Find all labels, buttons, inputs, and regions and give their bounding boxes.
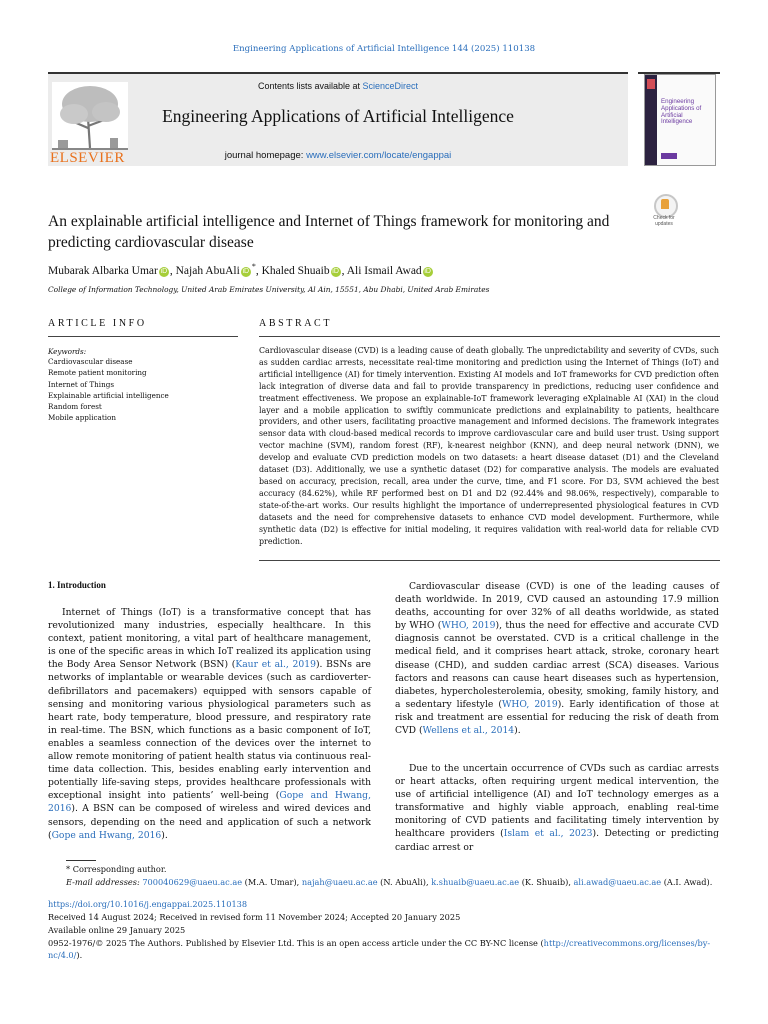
abstract-text: Cardiovascular disease (CVD) is a leading cause of death globally. The unpredictability and severity of CVDs, such as sudden cardiac arrests, necessitate real-time monitoring and prediction using the Internet of Things (IoT) and artificial intelligence (AI) for timely intervention. Existing AI models and IoT frameworks for CVD prediction often lack integration of diverse data and fail to provide transparency in predictions, reducing user confidence and treatment effectiveness. We propose an explainable-IoT framework leveraging eXplainable AI (XAI) in the cloud layer and a mobile application to swiftly communicate predictions and explainability to patients, healthcare providers, and other users, facilitating proactive management and informed decisions. The framework integrates sensor data with cloud-based medical records to improve cardiovascular care and build user trust. Using support vector machine (SVM), random forest (RF), k-nearest neighbor (KNN), and deep neural network (DNN), we develop and evaluate CVD prediction models on two datasets: a heart disease dataset (D1) and the Cleveland dataset (D3). Additionally, we use a synthetic dataset (D2) for comparative analysis. The models are evaluated based on accuracy, precision, recall, area under the curve, time, and F1 score. For D3, SVM achieved the best accuracy (84.62%), while RF performed best on D1 and D2 (92.44% and 98.06%, respectively), comparable to state-of-the-art works. Our results highlight the importance of underrepresented physiological features in CVD datasets and the need for comprehensive datasets to enhance CVD model development. Furthermore, while synthetic data (D2) is effective for initial modeling, it requires validation with real-world data for reliable CVD prediction. (259, 346, 719, 546)
affiliation: College of Information Technology, United Arab Emirates University, Al Ain, 15551, Abu Dhabi, United Arab Emirates (48, 285, 490, 294)
article-info-heading: ARTICLE INFO (48, 318, 147, 329)
check-updates-label: Check for updates (653, 215, 675, 227)
journal-cover[interactable] (638, 72, 720, 166)
intro-paragraph-2 (395, 580, 719, 737)
email-label: E-mail addresses: (66, 877, 140, 887)
intro-paragraph-3 (395, 762, 719, 854)
intro-paragraph-1 (48, 606, 371, 842)
email-link[interactable]: 700040629@uaeu.ac.ae (142, 877, 243, 887)
orcid-icon[interactable]: iD (424, 267, 431, 275)
homepage-prefix: journal homepage: (224, 150, 307, 161)
keyword-item: Mobile application (48, 413, 116, 423)
author-name[interactable]: Najah AbuAli (175, 264, 240, 277)
author-list (48, 262, 434, 277)
orcid-icon[interactable]: iD (242, 267, 250, 275)
author-separator: , (169, 264, 176, 277)
abstract-rule (259, 336, 720, 337)
cover-image (644, 74, 716, 166)
corresponding-author-note: * Corresponding author. (66, 864, 167, 874)
homepage-line (48, 150, 628, 161)
available-online-date: Available online 29 January 2025 (48, 925, 186, 935)
doi-link[interactable]: https://doi.org/10.1016/j.engappai.2025.110138 (48, 899, 248, 909)
contents-prefix: Contents lists available at (257, 81, 363, 91)
keyword-item: Random forest (48, 402, 102, 412)
citation-link[interactable]: Kaur et al., 2019 (235, 659, 316, 671)
paragraph-text: ). A BSN can be composed of wireless and wired devices and sensors, depending on the need and application of such a network ( (48, 803, 371, 841)
paragraph-text: Internet of Things (IoT) is a transformative concept that has revolutionized many industries, especially healthcare. In this context, patient monitoring, a vital part of healthcare management, is one of the specific areas in which IoT realized its application using the Body Area Sensor Network (BSN) ( (48, 607, 371, 671)
received-dates: Received 14 August 2024; Received in revised form 11 November 2024; Accepted 20 January 2025 (48, 912, 461, 922)
abstract-bottom-rule (259, 560, 720, 561)
homepage-link[interactable]: www.elsevier.com/locate/engappai (306, 150, 452, 161)
keywords-label: Keywords: (48, 347, 87, 356)
paragraph-text: ). BSNs are networks of implantable or wearable devices (such as cardioverter-defibrillators and pacemakers) equipped with sensors capable of sensing and monitoring various physiological parameters such as heart rate, body temperature, blood pressure, and respiratory rate in real-time. The BSN, which functions as a basic component of IoT, enables a seamless connection of the devices over the internet to allow remote monitoring of patient health status via continuous real-time data collection. This, besides enabling early intervention and potentially life-saving steps, provides healthcare professionals with exceptional insight into patients’ well-being ( (48, 659, 371, 802)
citation-link[interactable]: Gope and Hwang, 2016 (48, 790, 371, 815)
license-prefix: 0952-1976/© 2025 The Authors. Published by Elsevier Ltd. This is an open access article under the CC BY-NC license ( (48, 938, 544, 948)
author-separator: , (255, 264, 262, 277)
corresponding-mark: * (251, 262, 256, 271)
email-link[interactable]: ali.awad@uaeu.ac.ae (573, 877, 662, 887)
journal-title: Engineering Applications of Artificial Intelligence (162, 106, 514, 126)
paragraph-text: Cardiovascular disease (CVD) is one of the leading causes of death worldwide. In 2019, CVD caused an astounding 17.9 million deaths, accounting for over 32% of all deaths worldwide, as stated by WHO ( (395, 581, 719, 632)
email-owner: (A.I. Awad). (661, 877, 713, 887)
paragraph-text: ). (161, 829, 168, 841)
license-link[interactable]: http://creativecommons.org/licenses/by-nc/4.0/ (48, 938, 711, 960)
paragraph-text: ). (514, 725, 521, 737)
article-info-rule (48, 336, 238, 337)
orcid-icon[interactable]: iD (160, 267, 168, 275)
keyword-item: Cardiovascular disease (48, 357, 133, 366)
footnote-rule (66, 860, 96, 861)
publisher-wordmark: ELSEVIER (50, 150, 125, 166)
keyword-item: Internet of Things (48, 379, 115, 389)
paragraph-text: ). Detecting or predicting cardiac arrest or (395, 828, 719, 853)
cover-title: Engineering Applications of Artificial Intelligence (661, 98, 702, 126)
keyword-item: Explainable artificial intelligence (48, 390, 169, 400)
license-suffix: ). (76, 950, 83, 960)
section-heading-introduction: 1. Introduction (48, 580, 106, 590)
sciencedirect-link[interactable]: ScienceDirect (362, 81, 419, 91)
paragraph-text: ). Early identification of those at risk and treatment are essential for reducing the risk of death from CVD ( (395, 698, 720, 737)
author-name[interactable]: Mubarak Albarka Umar (48, 264, 158, 277)
orcid-icon[interactable]: iD (332, 267, 339, 275)
license-statement (48, 937, 720, 961)
cover-spine (645, 75, 657, 165)
email-addresses (66, 877, 712, 887)
cover-badge (661, 153, 677, 159)
keyword-list (48, 356, 169, 424)
email-owner: (N. AbuAli), (377, 877, 432, 887)
email-owner: (M.A. Umar), (242, 877, 302, 887)
abstract-heading: ABSTRACT (259, 318, 333, 329)
check-for-updates-button[interactable] (648, 194, 680, 230)
author-name[interactable]: Ali Ismail Awad (346, 264, 422, 277)
cover-logo-icon (647, 79, 655, 89)
contents-line (48, 81, 628, 91)
email-link[interactable]: najah@uaeu.ac.ae (301, 877, 378, 887)
author-name[interactable]: Khaled Shuaib (261, 264, 330, 277)
citation-link[interactable]: WHO, 2019 (501, 698, 558, 710)
email-link[interactable]: k.shuaib@uaeu.ac.ae (431, 877, 520, 887)
citation-link[interactable]: WHO, 2019 (441, 620, 496, 632)
citation-link[interactable]: Islam et al., 2023 (503, 828, 593, 840)
author-separator: , (341, 264, 347, 277)
citation-link[interactable]: Gope and Hwang, 2016 (51, 829, 162, 841)
email-owner: (K. Shuaib), (519, 877, 574, 887)
paper-title: An explainable artificial intelligence and Internet of Things framework for monitoring and predicting cardiovascular disease (48, 213, 610, 251)
journal-reference[interactable]: Engineering Applications of Artificial Intelligence 144 (2025) 110138 (232, 44, 536, 54)
email-list (142, 877, 712, 887)
keyword-item: Remote patient monitoring (48, 368, 147, 378)
paragraph-text: Due to the uncertain occurrence of CVDs such as cardiac arrests or heart attacks, often requiring urgent medical intervention, the use of artificial intelligence (AI) and IoT technology emerges as a transformative and highly viable approach, enabling real-time monitoring of CVD patients and facilitating timely intervention by healthcare providers ( (395, 763, 719, 840)
citation-link[interactable]: Wellens et al., 2014 (422, 725, 515, 737)
paragraph-text: ), thus the need for effective and accurate CVD diagnosis cannot be overstated. CVD is a critical challenge in the medical field, and it comprises heart attack, stroke, coronary heart disease (CHD), and sudden cardiac arrest (SCA) diseases. Various factors and reasons can cause heart diseases such as hypertension, diabetes, hypercholesterolemia, obesity, smoking, family history, and a sedentary lifestyle ( (395, 620, 719, 710)
